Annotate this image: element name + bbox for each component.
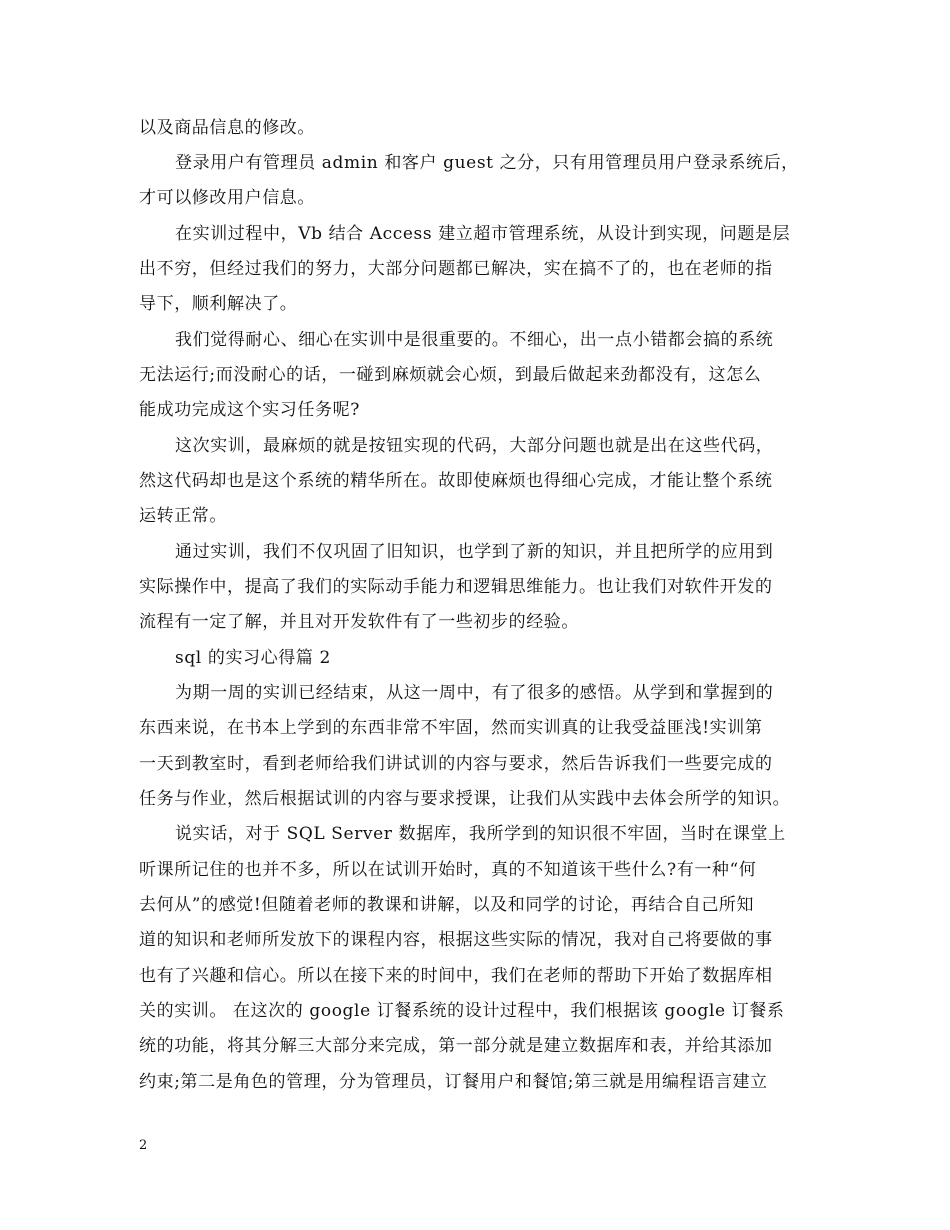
text-line: 能成功完成这个实习任务呢? — [139, 400, 360, 420]
text-line: 任务与作业，然后根据试训的内容与要求授课，让我们从实践中去体会所学的知识。 — [139, 789, 791, 809]
text-line: 然这代码却也是这个系统的精华所在。故即使麻烦也得细心完成，才能让整个系统 — [139, 471, 773, 491]
text-line: 关的实训。 在这次的 google 订餐系统的设计过程中，我们根据该 google 订餐系 — [139, 1001, 785, 1021]
section-heading: sql 的实习心得篇 2 — [175, 648, 331, 668]
text-line: 统的功能，将其分解三大部分来完成，第一部分就是建立数据库和表，并给其添加 — [139, 1036, 773, 1056]
text-line: 这次实训，最麻烦的就是按钮实现的代码，大部分问题也就是出在这些代码， — [175, 436, 774, 456]
page-number: 2 — [139, 1138, 148, 1153]
text-line: 东西来说，在书本上学到的东西非常不牢固，然而实训真的让我受益匪浅!实训第 — [139, 718, 763, 738]
text-line: 流程有一定了解，并且对开发软件有了一些初步的经验。 — [139, 612, 579, 632]
text-line: 导下，顺利解决了。 — [139, 294, 298, 314]
text-line: 听课所记住的也并不多，所以在试训开始时，真的不知道该干些什么?有一种“何 — [139, 860, 757, 880]
text-line: 无法运行;而没耐心的话，一碰到麻烦就会心烦，到最后做起来劲都没有，这怎么 — [139, 365, 762, 385]
text-line: 登录用户有管理员 admin 和客户 guest 之分，只有用管理员用户登录系统后， — [175, 153, 799, 173]
text-line: 为期一周的实训已经结束，从这一周中，有了很多的感悟。从学到和掌握到的 — [175, 683, 774, 703]
text-line: 在实训过程中，Vb 结合 Access 建立超市管理系统，从设计到实现，问题是层 — [175, 224, 791, 244]
text-line: 才可以修改用户信息。 — [139, 188, 315, 208]
text-line: 运转正常。 — [139, 506, 227, 526]
text-line: 我们觉得耐心、细心在实训中是很重要的。不细心，出一点小错都会搞的系统 — [175, 330, 774, 350]
text-line: 出不穷，但经过我们的努力，大部分问题都已解决，实在搞不了的，也在老师的指 — [139, 259, 773, 279]
text-line: 以及商品信息的修改。 — [139, 118, 315, 138]
text-line: 约束;第二是角色的管理，分为管理员，订餐用户和餐馆;第三就是用编程语言建立 — [139, 1072, 768, 1092]
text-line: 也有了兴趣和信心。所以在接下来的时间中，我们在老师的帮助下开始了数据库相 — [139, 966, 773, 986]
text-line: 道的知识和老师所发放下的课程内容，根据这些实际的情况，我对自己将要做的事 — [139, 930, 773, 950]
text-line: 通过实训，我们不仅巩固了旧知识，也学到了新的知识，并且把所学的应用到 — [175, 542, 774, 562]
text-line: 一天到教室时，看到老师给我们讲试训的内容与要求，然后告诉我们一些要完成的 — [139, 754, 773, 774]
text-line: 说实话，对于 SQL Server 数据库，我所学到的知识很不牢固，当时在课堂上 — [175, 824, 786, 844]
text-line: 去何从”的感觉!但随着老师的教课和讲解，以及和同学的讨论，再结合自己所知 — [139, 895, 755, 915]
text-line: 实际操作中，提高了我们的实际动手能力和逻辑思维能力。也让我们对软件开发的 — [139, 577, 773, 597]
